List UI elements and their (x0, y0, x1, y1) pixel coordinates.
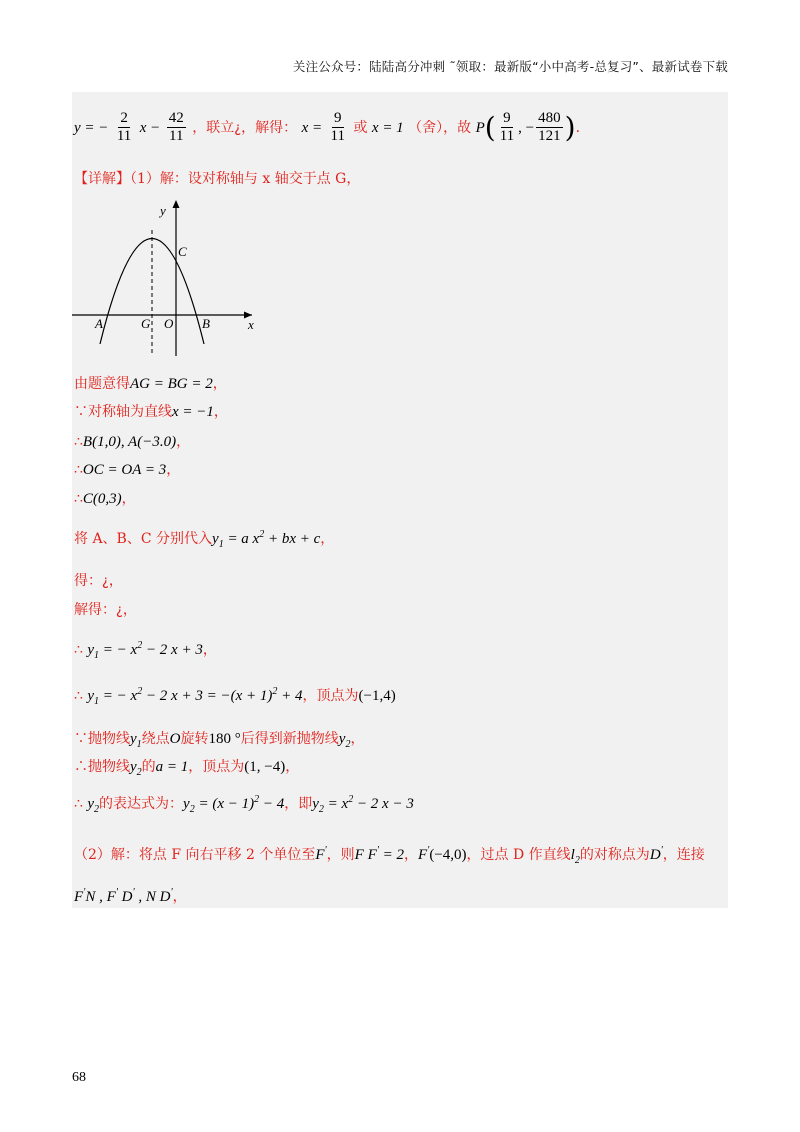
step-connect: F'N , F' D' , N D'， (74, 887, 187, 905)
step-de: 得：¿， (74, 573, 123, 589)
y-axis-arrow (173, 200, 180, 208)
label-x: x (248, 317, 254, 332)
detail-heading: 【详解】（1）解：设对称轴与 x 轴交于点 G， (74, 171, 361, 187)
fraction-42-11: $\frac{42}{11}$ (168, 110, 184, 145)
label-y: y (160, 203, 166, 218)
step-y2-expression: ∴ $y_2$的表达式为：$y_2 = (x - 1)^2 - 4$，即$y_2 = x^2 - 2$ x − 3 (74, 794, 414, 815)
fraction-480-121: $\frac{480}{121}$ (538, 110, 561, 145)
step-part2: （2）解：将点 F 向右平移 2 个单位至F'，则F F' = 2，F'(−4,0)，过点 D 作直线$l_2$的对称点为D'，连接 (74, 845, 705, 866)
label-O: O (164, 316, 174, 331)
fraction-9-11: $\frac{9}{11}$ (330, 110, 345, 145)
step-4: ∴OC = OA = 3， (74, 462, 181, 478)
step-2: ∵对称轴为直线x = −1， (74, 404, 228, 420)
step-1: 由题意得AG = BG = 2， (74, 376, 227, 392)
step-5: ∴C(0,3)， (74, 491, 136, 507)
step-rotation: ∵抛物线$y_1$绕点O旋转180 °后得到新抛物线$y_2$， (74, 731, 365, 750)
label-G: G (141, 316, 151, 331)
step-y2-vertex: ∴抛物线$y_2$的a = 1，顶点为(1, −4)， (74, 759, 300, 778)
step-jiede: 解得：¿， (74, 602, 137, 618)
label-C: C (178, 244, 187, 259)
page-number: 68 (72, 1070, 86, 1085)
label-B: B (202, 316, 210, 331)
line-solution-p: y = − $\frac{2}{11}$ x − $\frac{42}{11}$ ，联立¿，解得： x = $\frac{9}{11}$ 或 x = 1 （舍），故 P( $\frac{9}{11}$ , − $\frac{480}{121}$ ). (74, 110, 581, 145)
step-y1-vertex: ∴ $y_1$ = − $x^2 - 2$ $x + 3 = -(x + 1)^2 + 4$，顶点为(−1,4) (74, 686, 396, 707)
step-substitute: 将 A、B、C 分别代入$y_1 = a$ $x^2$ + bx + c， (74, 529, 335, 550)
fraction-9-11-b: $\frac{9}{11}$ (499, 110, 515, 145)
step-y1-expression: ∴ $y_1$ = − $x^2 - 2$ x + 3， (74, 640, 217, 661)
fraction-2-11: $\frac{2}{11}$ (116, 110, 132, 145)
label-A: A (95, 316, 103, 331)
page-header: 关注公众号：陆陆高分冲刺 ˜领取：最新版“小中高考-总复习”、最新试卷下载 (292, 59, 728, 74)
step-3: ∴B(1,0), A(−3.0)， (74, 434, 191, 450)
parabola-graph (72, 198, 272, 362)
